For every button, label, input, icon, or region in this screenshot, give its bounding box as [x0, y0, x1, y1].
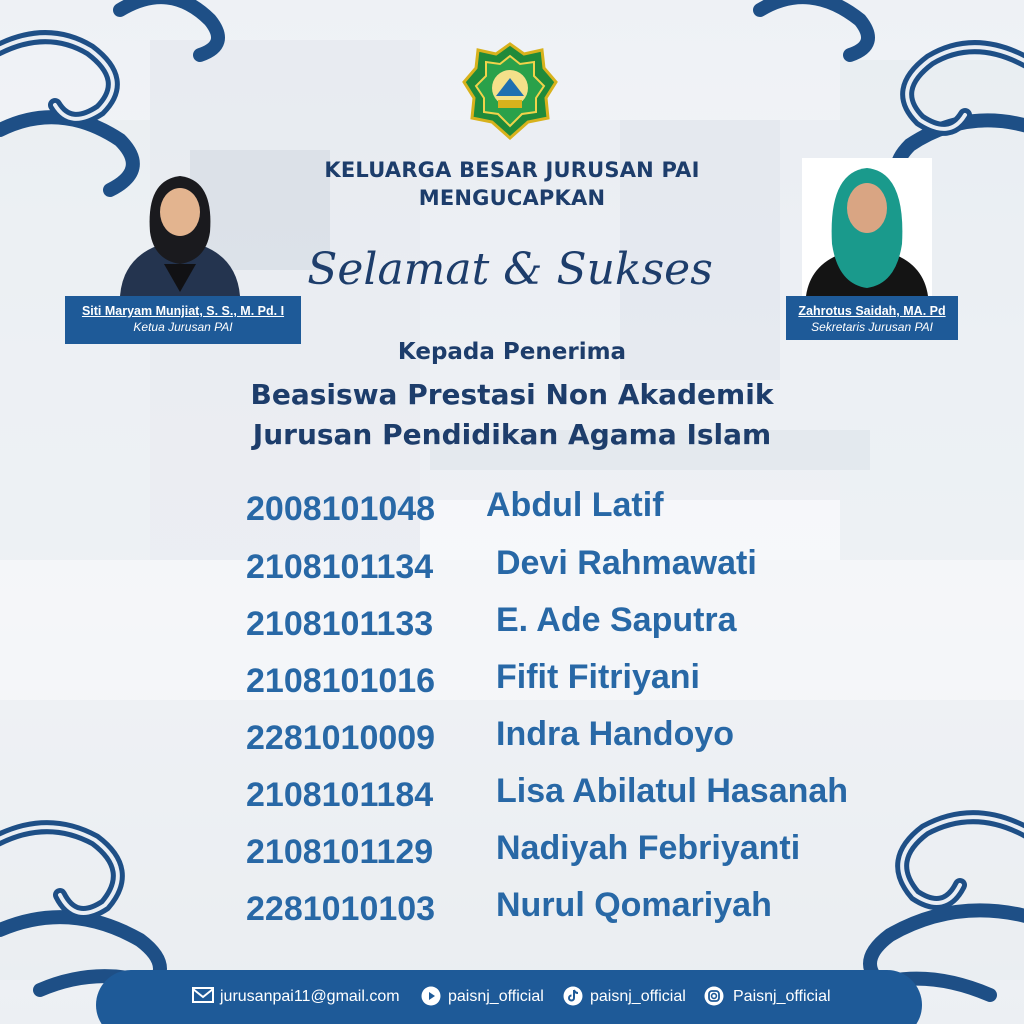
- recipient-name: Indra Handoyo: [496, 715, 735, 753]
- list-item: [0, 486, 1024, 534]
- recipient-name: Nadiyah Febriyanti: [496, 829, 801, 867]
- recipient-nim: 2108101016: [246, 662, 436, 700]
- list-item: [0, 544, 1024, 592]
- recipient-nim: 2108101129: [246, 833, 434, 871]
- recipient-nim: 2281010103: [246, 890, 436, 928]
- script-title: [300, 228, 720, 308]
- avatar-sekretaris: [802, 158, 932, 296]
- instagram-link[interactable]: Paisnj_official: [733, 988, 831, 1005]
- sekretaris-name: Zahrotus Saidah, MA. Pd: [798, 304, 946, 318]
- recipient-name: Devi Rahmawati: [496, 544, 757, 582]
- youtube-link[interactable]: paisnj_official: [448, 988, 544, 1005]
- script-title-text: Selamat & Sukses: [307, 244, 713, 295]
- recipient-name: Lisa Abilatul Hasanah: [496, 772, 849, 810]
- header-line-2: MENGUCAPKAN: [418, 186, 606, 210]
- recipient-nim: 2008101048: [246, 490, 436, 528]
- list-item: [0, 715, 1024, 763]
- email-link[interactable]: jurusanpai11@gmail.com: [220, 988, 400, 1005]
- recipient-nim: 2281010009: [246, 719, 436, 757]
- university-logo: [462, 42, 558, 142]
- list-item: [0, 601, 1024, 649]
- recipient-nim: 2108101133: [246, 605, 434, 643]
- tiktok-link[interactable]: paisnj_official: [590, 988, 686, 1005]
- ketua-name: Siti Maryam Munjiat, S. S., M. Pd. I: [81, 304, 285, 318]
- avatar-ketua: [110, 160, 250, 296]
- program-title-1: Beasiswa Prestasi Non Akademik: [250, 378, 774, 411]
- sekretaris-role: Sekretaris Jurusan PAI: [811, 320, 933, 334]
- caption-sekretaris: [786, 296, 958, 340]
- list-item: [0, 829, 1024, 877]
- youtube-icon: [421, 986, 441, 1006]
- caption-ketua: [65, 296, 301, 344]
- recipient-name: Abdul Latif: [486, 486, 664, 524]
- recipient-nim: 2108101184: [246, 776, 434, 814]
- recipient-heading: Kepada Penerima: [397, 339, 627, 365]
- recipient-name: Nurul Qomariyah: [496, 886, 772, 924]
- tiktok-icon: [563, 986, 583, 1006]
- recipient-nim: 2108101134: [246, 548, 434, 586]
- instagram-icon: [704, 986, 724, 1006]
- list-item: [0, 772, 1024, 820]
- email-icon: [192, 986, 214, 1004]
- recipient-name: E. Ade Saputra: [496, 601, 737, 639]
- list-item: [0, 658, 1024, 706]
- list-item: [0, 886, 1024, 934]
- recipient-name: Fifit Fitriyani: [496, 658, 700, 696]
- program-title-2: Jurusan Pendidikan Agama Islam: [252, 418, 772, 451]
- header-line-1: KELUARGA BESAR JURUSAN PAI: [324, 158, 700, 182]
- ketua-role: Ketua Jurusan PAI: [133, 320, 233, 334]
